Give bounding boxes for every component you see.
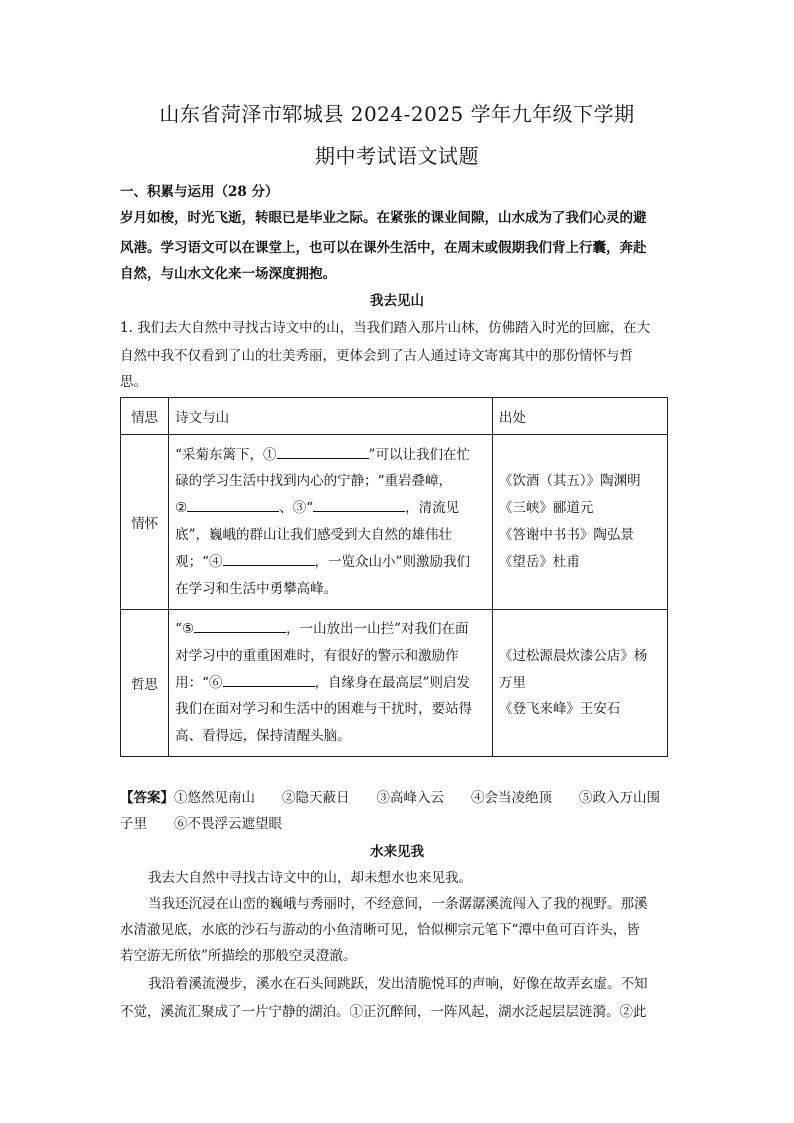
source-line: 《过松源晨炊漆公店》杨 [498, 647, 648, 664]
fill-blank-1[interactable] [277, 444, 369, 459]
fill-blank-5[interactable] [194, 618, 286, 633]
row-label: 哲思 [121, 610, 169, 757]
fill-blank-4[interactable] [223, 551, 315, 566]
poem-cell [169, 435, 493, 610]
table-row [121, 610, 668, 757]
poem-line: 碌的学习生活中找到内心的宁静；“重岩叠嶂， [175, 473, 453, 490]
question-line: 思。 [120, 374, 147, 390]
poem-line: 在学习和生活中勇攀高峰。 [175, 580, 338, 597]
answer-line: 子里 ⑥不畏浮云遮望眼 [120, 816, 282, 832]
source-line: 《登飞来峰》王安石 [498, 701, 621, 718]
passage-line: 水清澈见底，水底的沙石与游动的小鱼清晰可见，恰似柳宗元笔下“潭中鱼可百许头，皆 [120, 922, 640, 938]
poem-line: 观；“④ ，一览众山小”则激励我们 [175, 549, 486, 576]
fill-blank-6[interactable] [223, 672, 315, 687]
source-cell [492, 610, 667, 757]
passage-line: 不觉，溪流汇聚成了一片宁静的湖泊。①正沉醉间，一阵风起，湖水泛起层层涟漪。②此 [120, 1004, 647, 1020]
source-line: 万里 [498, 674, 526, 691]
poem-line: ② 、③“ ，清流见 [175, 495, 486, 522]
question-line: 自然中我不仅看到了山的壮美秀丽，更体会到了古人通过诗文寄寓其中的那份情怀与哲 [120, 348, 633, 364]
fill-blank-2[interactable] [187, 497, 279, 512]
poetry-table [120, 397, 668, 757]
poem-line: 我们在面对学习和生活中的困难与干扰时，要站得 [175, 701, 473, 718]
intro-line: 自然，与山水文化来一场深度拥抱。 [120, 266, 336, 282]
answer-line [120, 786, 680, 806]
poem-cell [169, 610, 493, 757]
poem-line: 底”，巍峨的群山让我们感受到大自然的雄伟壮 [175, 527, 453, 543]
header-cell: 诗文与山 [169, 398, 493, 435]
fill-blank-3[interactable] [313, 497, 405, 512]
table-row [121, 435, 668, 610]
header-cell: 情思 [121, 398, 169, 435]
source-line: 《望岳》杜甫 [498, 553, 580, 570]
source-line: 《三峡》郦道元 [498, 500, 594, 517]
poem-line: “⑤ ，一山放出一山拦”对我们在面 [175, 616, 486, 643]
source-line: 《饮酒（其五）》陶渊明 [498, 473, 641, 490]
passage-line: 我去大自然中寻找古诗文中的山，却未想水也来见我。 [148, 870, 472, 886]
passage-line: 我沿着溪流漫步，溪水在石头间跳跃，发出清脆悦耳的声响，好像在故弄玄虚。不知 [148, 976, 648, 992]
section-heading: 一、积累与运用（28 分） [120, 184, 279, 200]
poem-line: 对学习中的重重困难时，有很好的警示和激励作 [175, 647, 459, 664]
intro-line: 岁月如梭，时光飞逝，转眼已是毕业之际。在紧张的课业间隙，山水成为了我们心灵的避 [120, 210, 647, 226]
answer-text: ①悠然见南山 ②隐天蔽日 ③高峰入云 ④会当凌绝顶 ⑤政入万山围 [174, 790, 660, 806]
source-cell [492, 435, 667, 610]
exam-title-line1: 山东省菏泽市郓城县 2024-2025 学年九年级下学期 [159, 102, 635, 126]
source-line: 《答谢中书书》陶弘景 [498, 527, 634, 543]
poem-line: 高、看得远，保持清醒头脑。 [175, 728, 351, 745]
passage-line: 当我还沉浸在山峦的巍峨与秀丽时，不经意间，一条潺潺溪流闯入了我的视野。那溪 [148, 896, 648, 912]
header-cell: 出处 [492, 398, 667, 435]
row-label: 情怀 [121, 435, 169, 610]
table-header-row [121, 398, 668, 435]
part2-heading: 水来见我 [370, 844, 424, 860]
exam-title-line2: 期中考试语文试题 [315, 144, 479, 168]
part1-heading: 我去见山 [370, 293, 424, 309]
intro-line: 风港。学习语文可以在课堂上，也可以在课外生活中，在周末或假期我们背上行囊，奔赴 [120, 240, 647, 256]
question-line: 1. 我们去大自然中寻找古诗文中的山，当我们踏入那片山林，仿佛踏入时光的回廊，在大 [120, 320, 651, 336]
poem-line: 用：“⑥ ，自缘身在最高层”则启发 [175, 670, 486, 697]
passage-line: 若空游无所依”所描绘的那般空灵澄澈。 [120, 948, 357, 964]
answer-label: 【答案】 [120, 790, 174, 806]
poem-line: “采菊东篱下，① ”可以让我们在忙 [175, 442, 486, 469]
